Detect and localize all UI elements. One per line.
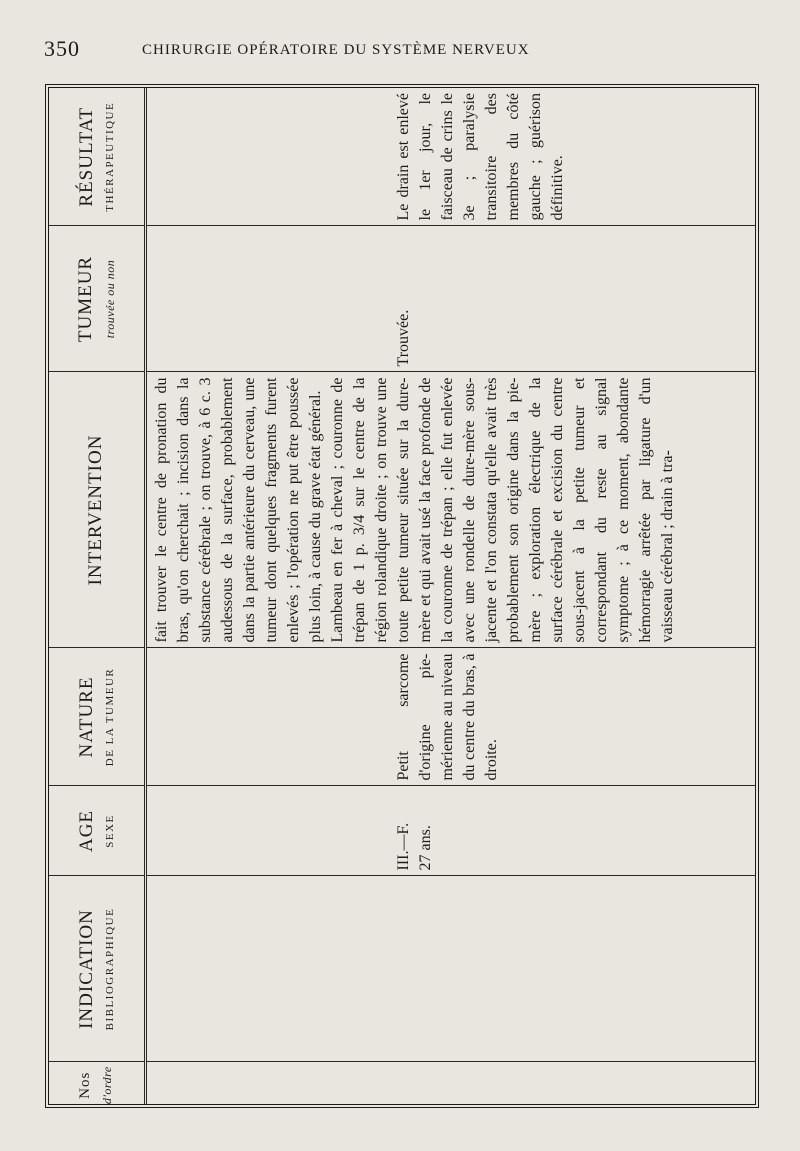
running-head: CHIRURGIE OPÉRATOIRE DU SYSTÈME NERVEUX (142, 42, 530, 58)
header-row (49, 88, 145, 1108)
cell-resultat (145, 88, 755, 226)
cell-intervention (145, 372, 755, 648)
intervention-continuation-text: fait trouver le centre de pronation du bras, qu'on cherchait ; incision dans la substance cérébrale ; on trouve, à 6 c. 3 audessous de la surface, probablement dans la partie antérieure du cerveau, une tumeur dont quelques fragments furent enlevés ; l'opération ne put être poussée plus loin, à cause du grave état général. (152, 377, 324, 643)
page-number: 350 (44, 36, 80, 61)
col-header-intervention: INTERVENTION (49, 372, 145, 648)
col-header-age: AGE SEXE (49, 786, 145, 876)
col-header-nature: NATURE DE LA TUMEUR (49, 648, 145, 786)
tumor-nature-text: Petit sarcome d'origine pie-mérienne au niveau du centre du bras, à droite. (394, 653, 500, 781)
page-header (44, 36, 744, 66)
cell-tumeur (145, 226, 755, 372)
table-frame (45, 84, 759, 1108)
col-header-num: Nos d'ordre (49, 1062, 145, 1108)
case-table (49, 88, 755, 1108)
intervention-text: Lambeau en fer à cheval ; couronne de trépan de 1 p. 3/4 sur le centre de la région rolandique droite ; on trouve une toute petite tumeur située sur la dure-mère et qui avait usé la face profonde de la couronne de trépan ; elle fut enlevée avec une rondelle de dure-mère sous-jacente et l'on constata qu'elle avait très probablement son origine dans la pie-mère ; exploration électrique de la surface cérébrale et excision du centre sous-jacent à la petite tumeur et correspondant du reste au signal symptome ; à ce moment, abondante hémorragie arrêtée par ligature d'un vaisseau cérébral ; drain à tra- (328, 377, 676, 643)
cell-age (145, 786, 755, 876)
col-header-indication: INDICATION BIBLIOGRAPHIQUE (49, 876, 145, 1062)
table-row (145, 88, 755, 1108)
case-number-sex: III.—F. (394, 822, 412, 871)
cell-nature (145, 648, 755, 786)
col-header-resultat: RÉSULTAT THÉRAPEUTIQUE (49, 88, 145, 226)
case-age: 27 ans. (416, 825, 434, 871)
cell-indication (145, 876, 755, 1062)
tumor-found-text: Trouvée. (394, 309, 412, 367)
col-header-tumeur: TUMEUR trouvée ou non (49, 226, 145, 372)
cell-num (145, 1062, 755, 1108)
result-text: Le drain est enlevé le 1er jour, le faisceau de crins le 3e ; paralysie transitoire des membres du côté gauche ; guérison définitive. (394, 93, 566, 221)
rotated-table-wrapper (49, 84, 759, 1108)
